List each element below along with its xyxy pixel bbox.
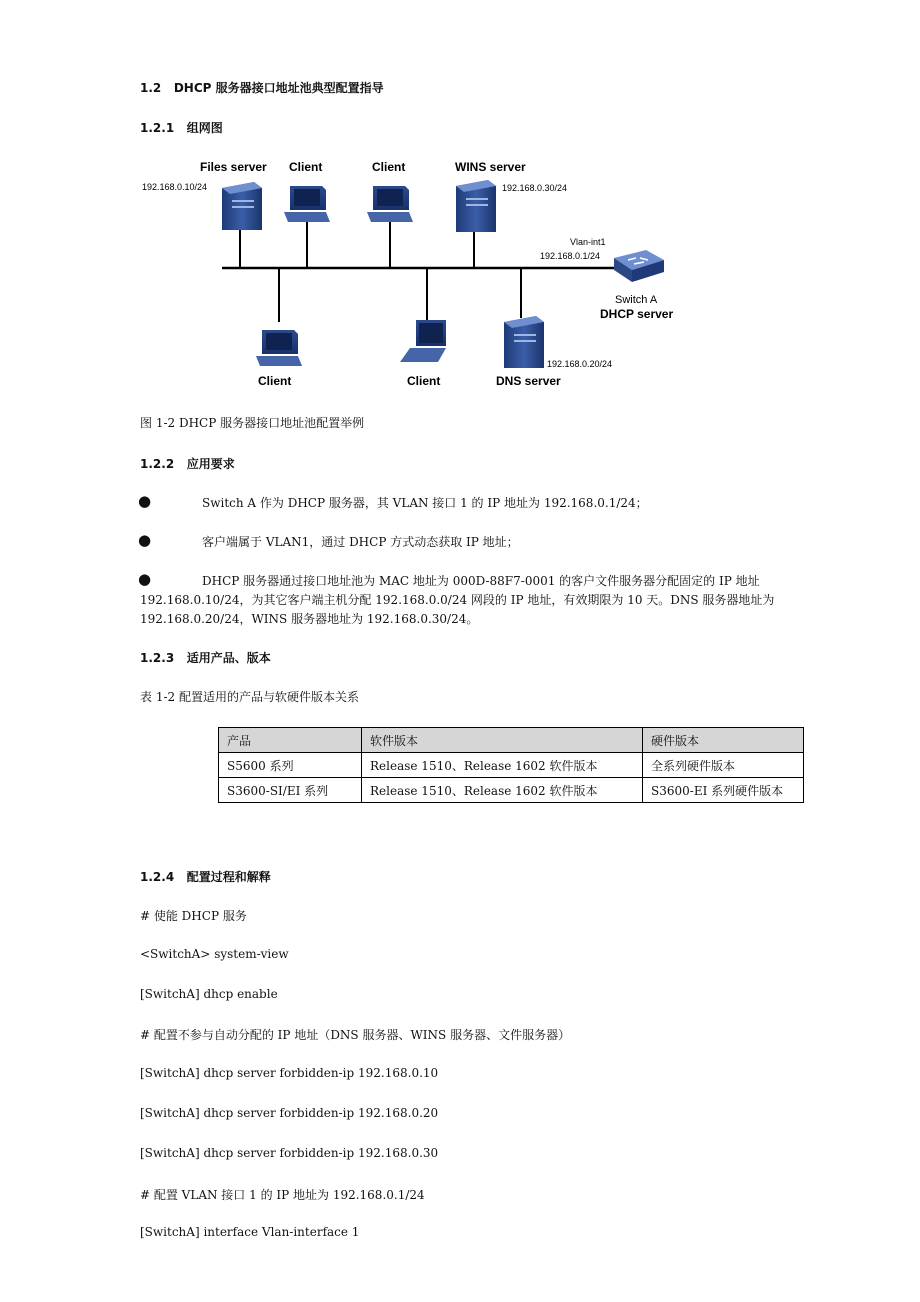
label-switch-name: Switch A	[615, 294, 658, 306]
table-row	[219, 778, 804, 803]
label-vlan-ip: 192.168.0.1/24	[540, 251, 601, 261]
subsection-title: 组网图	[186, 121, 223, 135]
table-header-cell: 产品	[219, 728, 362, 753]
table-cell: Release 1510、Release 1602 软件版本	[362, 753, 643, 778]
config-comment: # 使能 DHCP 服务	[140, 909, 247, 923]
config-command: [SwitchA] dhcp enable	[140, 987, 278, 1001]
config-comment: # 配置不参与自动分配的 IP 地址（DNS 服务器、WINS 服务器、文件服务器）	[140, 1028, 571, 1042]
version-table	[218, 727, 804, 803]
label-client-top1: Client	[289, 160, 323, 174]
wins-server-icon	[456, 180, 496, 232]
table-cell: Release 1510、Release 1602 软件版本	[362, 778, 643, 803]
subsection-number: 1.2.1	[140, 121, 175, 135]
client-bottom2-icon	[400, 320, 446, 362]
table-cell: S3600-EI 系列硬件版本	[643, 778, 804, 803]
switch-icon	[614, 250, 664, 282]
bullet-icon: ●	[138, 492, 152, 510]
label-wins-ip: 192.168.0.30/24	[502, 183, 568, 193]
table-cell: S3600-SI/EI 系列	[219, 778, 362, 803]
config-command: [SwitchA] dhcp server forbidden-ip 192.168.0.10	[140, 1066, 439, 1080]
files-server-icon	[222, 182, 262, 230]
label-client-top2: Client	[372, 160, 406, 174]
subsection-title: 适用产品、版本	[186, 651, 271, 665]
network-diagram	[0, 0, 920, 400]
config-command: [SwitchA] dhcp server forbidden-ip 192.168.0.20	[140, 1106, 439, 1120]
client-top1-icon	[284, 186, 330, 222]
label-wins-server: WINS server	[455, 160, 526, 174]
table-header-cell: 硬件版本	[643, 728, 804, 753]
table-cell: 全系列硬件版本	[643, 753, 804, 778]
table-caption: 表 1-2 配置适用的产品与软硬件版本关系	[140, 690, 359, 704]
subsection-number: 1.2.2	[140, 457, 175, 471]
subsection-title: 配置过程和解释	[186, 870, 271, 884]
config-command: [SwitchA] dhcp server forbidden-ip 192.168.0.30	[140, 1146, 439, 1160]
section-title: DHCP 服务器接口地址池典型配置指导	[173, 81, 384, 95]
config-command: [SwitchA] interface Vlan-interface 1	[140, 1225, 360, 1239]
label-client-bottom2: Client	[407, 374, 441, 388]
table-row	[219, 753, 804, 778]
dns-server-icon	[504, 316, 544, 368]
subsection-heading-config	[140, 868, 271, 885]
label-files-server-ip: 192.168.0.10/24	[142, 182, 208, 192]
subsection-number: 1.2.3	[140, 651, 175, 665]
label-client-bottom1: Client	[258, 374, 292, 388]
subsection-title: 应用要求	[186, 457, 235, 471]
label-dns-ip: 192.168.0.20/24	[547, 359, 613, 369]
label-vlan-int: Vlan-int1	[570, 237, 606, 247]
client-bottom1-icon	[256, 330, 302, 366]
subsection-number: 1.2.4	[140, 870, 175, 884]
label-dns-server: DNS server	[496, 374, 561, 388]
bullet-icon: ●	[138, 570, 152, 588]
table-cell: S5600 系列	[219, 753, 362, 778]
section-number: 1.2	[140, 81, 162, 95]
label-switch-role: DHCP server	[600, 307, 674, 321]
bullet-icon: ●	[138, 531, 152, 549]
table-header-row	[219, 728, 804, 753]
requirement-item: Switch A 作为 DHCP 服务器，其 VLAN 接口 1 的 IP 地址为 192.168.0.1/24；	[202, 496, 648, 510]
subsection-heading-requirements	[140, 455, 235, 472]
subsection-heading-products	[140, 649, 271, 666]
config-comment: # 配置 VLAN 接口 1 的 IP 地址为 192.168.0.1/24	[140, 1188, 425, 1202]
requirement-item: 客户端属于 VLAN1，通过 DHCP 方式动态获取 IP 地址；	[202, 535, 519, 549]
client-top2-icon	[367, 186, 413, 222]
table-header-cell: 软件版本	[362, 728, 643, 753]
figure-caption: 图 1-2 DHCP 服务器接口地址池配置举例	[140, 416, 365, 430]
config-command: <SwitchA> system-view	[140, 947, 289, 961]
label-files-server: Files server	[200, 160, 267, 174]
requirement-item: DHCP 服务器通过接口地址池为 MAC 地址为 000D-88F7-0001 的客户文件服务器分配固定的 IP 地址 192.168.0.10/24，为其它客户端主机分配 192.168.0.0/24 网段的 IP 地址，有效期限为 10 天。DNS 服务器地址为 192.168.0.20/24，WINS 服务器地址为 192.168.0.30/24。	[140, 574, 775, 626]
